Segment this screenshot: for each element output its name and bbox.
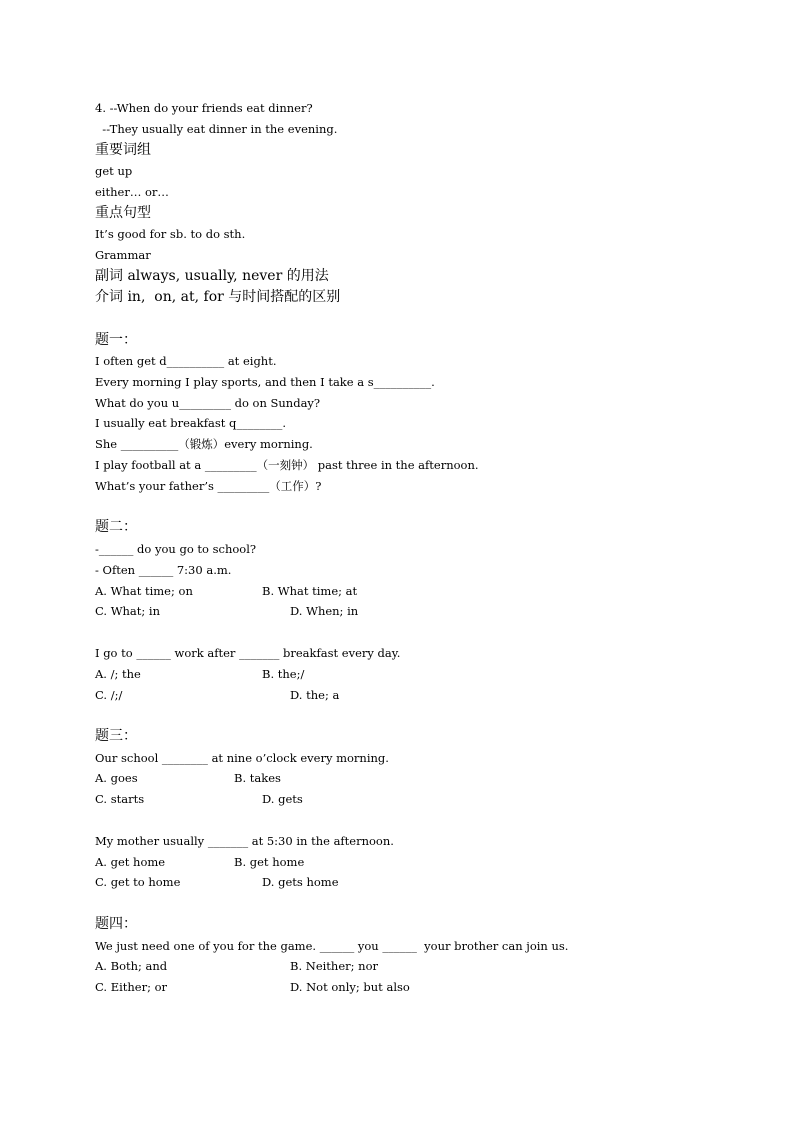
option-row bbox=[95, 581, 735, 602]
option-a: A. /; the bbox=[95, 666, 141, 681]
exercise-1-line: Every morning I play sports, and then I take a s__________. bbox=[95, 374, 435, 389]
pattern-item: 介词 in, on, at, for 与时间搭配的区别 bbox=[95, 289, 341, 306]
exercise-1-line: I often get d__________ at eight. bbox=[95, 354, 277, 369]
option-b: B. What time; at bbox=[262, 583, 358, 598]
option-row bbox=[95, 872, 735, 893]
exercise-1-heading: 题一： bbox=[95, 331, 137, 348]
exercise-2-q1-line: -______ do you go to school? bbox=[95, 541, 257, 556]
option-d: D. When; in bbox=[290, 604, 359, 619]
option-a: A. goes bbox=[95, 771, 138, 786]
exercise-2-q1-line: - Often ______ 7:30 a.m. bbox=[95, 562, 232, 577]
exercise-1-line: I play football at a _________（一刻钟） past three in the afternoon. bbox=[95, 458, 479, 473]
option-d: D. gets home bbox=[262, 875, 339, 890]
option-b: B. the;/ bbox=[262, 666, 305, 681]
option-c: C. starts bbox=[95, 792, 145, 807]
exercise-1-line: She __________（锻炼）every morning. bbox=[95, 437, 313, 452]
phrase-item: either… or… bbox=[95, 184, 169, 199]
exercise-3-heading: 题三： bbox=[95, 728, 137, 745]
option-b: B. Neither; nor bbox=[290, 959, 378, 974]
question-4-line-2: --They usually eat dinner in the evening. bbox=[95, 121, 338, 136]
exercise-1-line: What do you u_________ do on Sunday? bbox=[95, 395, 321, 410]
option-a: A. Both; and bbox=[95, 959, 168, 974]
option-row bbox=[95, 664, 735, 685]
option-d: D. gets bbox=[262, 792, 303, 807]
option-row bbox=[95, 789, 735, 810]
worksheet bbox=[95, 98, 735, 998]
option-c: C. What; in bbox=[95, 604, 161, 619]
phrase-item: get up bbox=[95, 164, 133, 179]
pattern-item: It’s good for sb. to do sth. bbox=[95, 227, 246, 242]
exercise-1-line: I usually eat breakfast q________. bbox=[95, 416, 287, 431]
exercise-4-heading: 题四： bbox=[95, 916, 137, 932]
option-row bbox=[95, 601, 735, 622]
exercise-4-q1-line: We just need one of you for the game. ______ you ______ your brother can join us. bbox=[95, 938, 569, 953]
question-4-line-1: 4. --When do your friends eat dinner? bbox=[95, 101, 313, 115]
option-a: A. get home bbox=[95, 854, 166, 869]
pattern-item: 副词 always, usually, never 的用法 bbox=[95, 267, 329, 284]
option-b: B. takes bbox=[234, 771, 281, 786]
exercise-1-line: What’s your father’s _________（工作）? bbox=[95, 478, 322, 493]
option-c: C. get to home bbox=[95, 875, 181, 890]
exercise-3-q1-line: Our school ________ at nine o’clock every morning. bbox=[95, 750, 389, 765]
key-phrases-heading: 重要词组 bbox=[95, 141, 151, 158]
option-row bbox=[95, 685, 735, 706]
option-row bbox=[95, 956, 735, 977]
option-row bbox=[95, 977, 735, 998]
option-a: A. What time; on bbox=[95, 583, 193, 598]
exercise-3-q2-line: My mother usually _______ at 5:30 in the afternoon. bbox=[95, 833, 394, 848]
key-patterns-heading: 重点句型 bbox=[95, 204, 151, 221]
option-row bbox=[95, 852, 735, 873]
exercise-2-heading: 题二： bbox=[95, 519, 137, 536]
option-b: B. get home bbox=[234, 854, 305, 869]
exercise-2-q2-line: I go to ______ work after _______ breakfast every day. bbox=[95, 645, 401, 660]
option-row bbox=[95, 768, 735, 789]
option-c: C. /;/ bbox=[95, 687, 123, 702]
pattern-item: Grammar bbox=[95, 247, 151, 262]
option-c: C. Either; or bbox=[95, 980, 168, 995]
option-d: D. Not only; but also bbox=[290, 980, 410, 995]
option-d: D. the; a bbox=[290, 687, 340, 702]
